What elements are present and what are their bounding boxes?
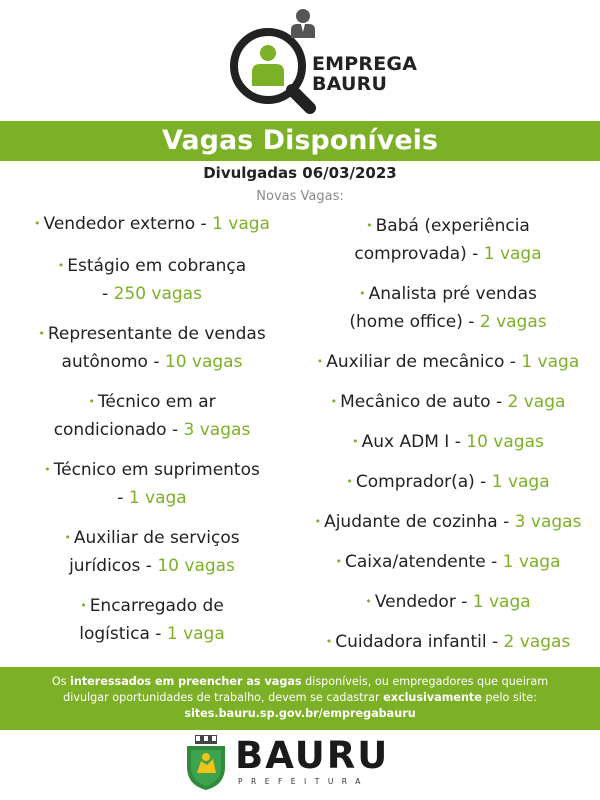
job-line	[12, 280, 292, 308]
bullet-icon: •	[325, 635, 333, 648]
job-item	[12, 456, 292, 512]
job-item	[12, 210, 292, 238]
job-line	[302, 428, 594, 456]
bullet-icon: •	[57, 259, 65, 272]
job-title: Técnico em ar	[97, 392, 216, 412]
job-line	[302, 388, 594, 416]
bullet-icon: •	[330, 395, 338, 408]
vacancy-count: 2 vagas	[479, 312, 547, 332]
bullet-icon: •	[44, 463, 51, 476]
job-item	[12, 592, 292, 648]
job-line	[12, 348, 292, 376]
job-line	[302, 240, 594, 268]
bullet-icon: •	[346, 475, 353, 488]
bullet-icon: •	[64, 531, 71, 544]
footer-bold-text: interessados em preencher as vagas	[70, 675, 302, 688]
vacancy-count: 1 vaga	[166, 624, 225, 644]
footer-text: pelo site:	[481, 691, 537, 704]
job-title: -	[117, 488, 129, 508]
job-line	[302, 628, 594, 656]
bullet-icon: •	[314, 515, 322, 528]
job-item	[12, 524, 292, 580]
footer-text: divulgar oportunidades de trabalho, devem se cadastrar	[63, 691, 384, 704]
bullet-icon: •	[352, 435, 359, 448]
job-title: Caixa/atendente -	[344, 552, 503, 572]
vacancy-count: 10 vagas	[157, 556, 235, 576]
vacancy-count: 250 vagas	[113, 284, 202, 304]
job-title: -	[102, 284, 114, 304]
vacancy-count: 1 vaga	[472, 592, 531, 612]
job-item	[302, 468, 594, 496]
bullet-icon: •	[80, 599, 87, 612]
job-title: Auxiliar de serviços	[73, 528, 240, 548]
job-title: logística -	[79, 624, 167, 644]
vacancy-count: 2 vaga	[507, 392, 566, 412]
job-title: jurídicos -	[69, 556, 158, 576]
job-line	[302, 212, 594, 240]
job-line	[12, 320, 292, 348]
vacancy-count: 3 vagas	[514, 512, 582, 532]
vacancy-count: 10 vagas	[164, 352, 243, 372]
job-line	[12, 388, 292, 416]
vacancy-count: 1 vaga	[502, 552, 561, 572]
vacancy-count: 1 vaga	[521, 352, 580, 372]
bullet-icon: •	[335, 555, 342, 568]
prefeitura-name: BAURU	[235, 734, 390, 777]
job-item	[12, 388, 292, 444]
logo-text-bauru: BAURU	[312, 73, 388, 95]
bullet-icon: •	[88, 395, 95, 408]
footer-line-3	[0, 706, 600, 722]
vacancy-count: 1 vaga	[128, 488, 187, 508]
job-title: Ajudante de cozinha -	[324, 512, 515, 532]
vacancy-count: 10 vagas	[466, 432, 544, 452]
job-item	[302, 508, 594, 536]
job-line	[302, 508, 594, 536]
job-line	[302, 468, 594, 496]
job-title: Representante de vendas	[47, 324, 266, 344]
job-item	[302, 628, 594, 656]
footer-text: Os	[51, 675, 71, 688]
logo-text-emprega: EMPREGA	[312, 53, 418, 75]
job-line	[12, 252, 292, 280]
job-title: Vendedor -	[374, 592, 473, 612]
job-line	[302, 348, 594, 376]
job-title: Técnico em suprimentos	[53, 460, 260, 480]
job-line	[12, 416, 292, 444]
job-item	[302, 588, 594, 616]
job-title: Aux ADM I -	[361, 432, 467, 452]
job-line	[12, 552, 292, 580]
vacancy-count: 3 vagas	[183, 420, 251, 440]
bullet-icon: •	[359, 287, 366, 300]
job-title: condicionado -	[53, 420, 184, 440]
vacancy-count: 1 vaga	[491, 472, 550, 492]
job-item	[302, 388, 594, 416]
city-coat-of-arms-icon	[183, 735, 229, 791]
job-title: Auxiliar de mecânico -	[326, 352, 522, 372]
job-line	[12, 484, 292, 512]
page-title: Vagas Disponíveis	[162, 125, 438, 156]
job-title: autônomo -	[61, 352, 165, 372]
job-item	[302, 348, 594, 376]
job-item	[12, 252, 292, 308]
bullet-icon: •	[316, 355, 324, 368]
footer-bold-text: exclusivamente	[383, 691, 482, 704]
footer-text: disponíveis, ou empregadores que queiram	[301, 675, 549, 688]
job-line	[302, 548, 594, 576]
job-title: Encarregado de	[89, 596, 224, 616]
footer-line-1	[0, 674, 600, 690]
bullet-icon: •	[365, 595, 372, 608]
bullet-icon: •	[38, 327, 45, 340]
job-line	[12, 620, 292, 648]
job-title: Babá (experiência	[375, 216, 530, 236]
job-title: (home office) -	[349, 312, 480, 332]
vacancy-count: 2 vagas	[503, 632, 571, 652]
job-title: Cuidadora infantil -	[335, 632, 504, 652]
job-title: Comprador(a) -	[355, 472, 492, 492]
bullet-icon: •	[366, 219, 373, 232]
bullet-icon: •	[34, 217, 41, 230]
published-date: Divulgadas 06/03/2023	[203, 164, 397, 182]
job-title: Mecânico de auto -	[340, 392, 508, 412]
job-line	[12, 524, 292, 552]
job-line	[302, 308, 594, 336]
footer-line-2	[0, 690, 600, 706]
prefeitura-subtitle: PREFEITURA	[238, 777, 369, 786]
job-line	[302, 588, 594, 616]
emprega-bauru-logo	[228, 8, 428, 114]
vacancy-count: 1 vaga	[212, 214, 270, 234]
footer-notice	[0, 667, 600, 730]
job-line	[12, 210, 292, 238]
prefeitura-bauru-logo	[183, 733, 403, 793]
job-title: Analista pré vendas	[368, 284, 537, 304]
job-item	[302, 280, 594, 336]
job-title: Estágio em cobrança	[67, 256, 247, 276]
footer-site-link[interactable]: sites.bauru.sp.gov.br/empregabauru	[184, 707, 416, 720]
vacancy-count: 1 vaga	[483, 244, 542, 264]
new-jobs-label: Novas Vagas:	[256, 189, 344, 204]
job-item	[302, 212, 594, 268]
job-line	[302, 280, 594, 308]
job-item	[302, 428, 594, 456]
title-banner	[0, 121, 600, 161]
job-line	[12, 456, 292, 484]
job-title: Vendedor externo -	[43, 214, 213, 234]
job-item	[12, 320, 292, 376]
job-line	[12, 592, 292, 620]
job-item	[302, 548, 594, 576]
job-title: comprovada) -	[354, 244, 484, 264]
